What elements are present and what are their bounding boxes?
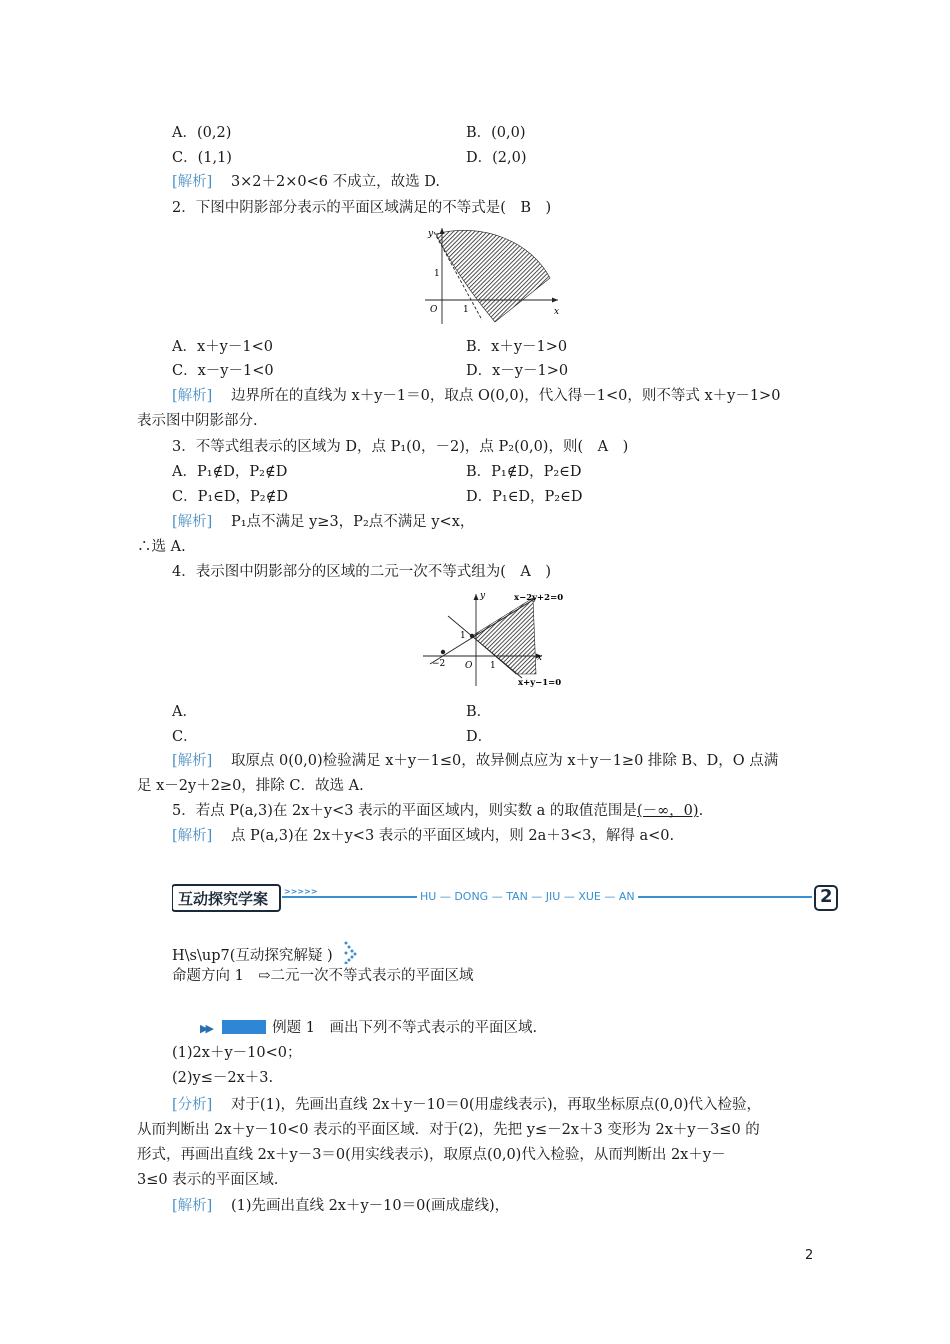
q2-analysis: [解析] 边界所在的直线为 x＋y－1＝0，取点 O(0,0)，代入得－1<0，则不等式 x＋y－1>0 [172,388,781,404]
q1-option-b: B．(0,0) [466,125,526,141]
q2-fig-one-x: 1 [463,305,469,315]
q5-stem: 5．若点 P(a,3)在 2x＋y<3 表示的平面区域内，则实数 a 的取值范围是(－∞，0). [172,803,704,819]
example-solution: [解析] (1)先画出直线 2x＋y－10＝0(画成虚线)， [172,1198,510,1214]
q5-answer: (－∞，0) [636,803,699,819]
page-number: 2 [805,1248,814,1263]
q2-analysis-cont: 表示图中阴影部分. [137,413,258,429]
banner-pinyin: HU — DONG — TAN — JIU — XUE — AN [417,890,638,903]
q4-option-d: D． [466,729,493,745]
q4-fig-y: y [480,591,486,601]
q4-stem: 4．表示图中阴影部分的区域的二元一次不等式组为( A ) [172,564,552,580]
q4-option-a: A． [172,704,197,720]
chevron-right-icon [343,940,357,964]
analysis-tag: [解析] [172,1198,213,1214]
analysis-tag: [解析] [172,174,213,190]
q4-fig-line1: x−2y+2=0 [514,593,564,603]
example-item-2: (2)y≤－2x＋3. [172,1070,274,1086]
section-banner [172,883,840,913]
q2-option-a: A．x＋y－1<0 [172,339,273,355]
q4-option-b: B． [466,704,492,720]
direction-title: 命题方向 1 ⇨二元一次不等式表示的平面区域 [172,968,474,984]
analysis-tag: [解析] [172,828,213,844]
example-analysis-line2: 从而判断出 2x＋y－10<0 表示的平面区域．对于(2)，先把 y≤－2x＋3 变形为 2x＋y－3≤0 的 [137,1122,760,1138]
q2-fig-y: y [428,229,434,239]
q2-option-b: B．x＋y－1>0 [466,339,568,355]
q3-option-b: B．P₁∉D，P₂∈D [466,464,582,480]
analysis-tag: [分析] [172,1097,213,1113]
q1-option-d: D．(2,0) [466,150,527,166]
q2-stem: 2．下图中阴影部分表示的平面区域满足的不等式是( B ) [172,200,552,216]
example-label-bar [222,1020,266,1034]
q3-option-c: C．P₁∈D，P₂∉D [172,489,288,505]
analysis-tag: [解析] [172,753,213,769]
example-title: ▶▶ 例题 1 画出下列不等式表示的平面区域. [200,1020,538,1036]
q1-analysis: [解析] 3×2＋2×0<6 不成立，故选 D. [172,174,440,190]
q2-fig-one-y: 1 [434,269,440,279]
example-item-1: (1)2x＋y－10<0； [172,1045,302,1061]
example-analysis: [分析] 对于(1)，先画出直线 2x＋y－10＝0(用虚线表示)，再取坐标原点(0,0)代入检验， [172,1097,762,1113]
q2-figure [420,222,565,325]
fast-forward-icon: ▶▶ [200,1022,211,1035]
q4-figure [418,586,570,690]
section-header: H\s\up7(互动探究解疑 ) [172,940,357,966]
q5-analysis: [解析] 点 P(a,3)在 2x＋y<3 表示的平面区域内，则 2a＋3<3，解得 a<0. [172,828,675,844]
analysis-tag: [解析] [172,514,213,530]
q4-fig-one-x: 1 [490,661,496,671]
q4-analysis-cont: 足 x－2y＋2≥0，排除 C．故选 A. [137,778,364,794]
q4-fig-x: x [537,653,543,663]
q2-option-c: C．x－y－1<0 [172,363,274,379]
example-analysis-line3: 形式，再画出直线 2x＋y－3＝0(用实线表示)，取原点(0,0)代入检验，从而判断出 2x＋y－ [137,1147,726,1163]
q3-analysis: [解析] P₁点不满足 y≥3，P₂点不满足 y<x， [172,514,475,530]
q4-fig-one-y: 1 [460,631,466,641]
analysis-tag: [解析] [172,388,213,404]
banner-arrows: >>>>> [284,887,318,896]
q3-option-a: A．P₁∉D，P₂∉D [172,464,288,480]
q1-option-a: A．(0,2) [172,125,232,141]
banner-title: 互动探究学案 [178,890,269,908]
example-analysis-line4: 3≤0 表示的平面区域. [137,1172,279,1188]
q3-analysis-cont: ∴选 A. [137,539,186,555]
banner-number: 2 [820,886,833,907]
q4-fig-line2: x+y−1=0 [518,678,562,688]
q1-option-c: C．(1,1) [172,150,232,166]
q2-fig-origin: O [430,305,438,315]
q4-option-c: C． [172,729,198,745]
q4-fig-origin: O [465,661,473,671]
q2-fig-x: x [554,307,560,317]
q3-stem: 3．不等式组表示的区域为 D，点 P₁(0，－2)，点 P₂(0,0)，则( A ) [172,439,629,455]
q2-option-d: D．x－y－1>0 [466,363,569,379]
q4-fig-neg2: −2 [432,659,446,669]
q4-analysis: [解析] 取原点 0(0,0)检验满足 x＋y－1≤0，故异侧点应为 x＋y－1≥0 排除 B、D，O 点满 [172,753,779,769]
q3-option-d: D．P₁∈D，P₂∈D [466,489,583,505]
